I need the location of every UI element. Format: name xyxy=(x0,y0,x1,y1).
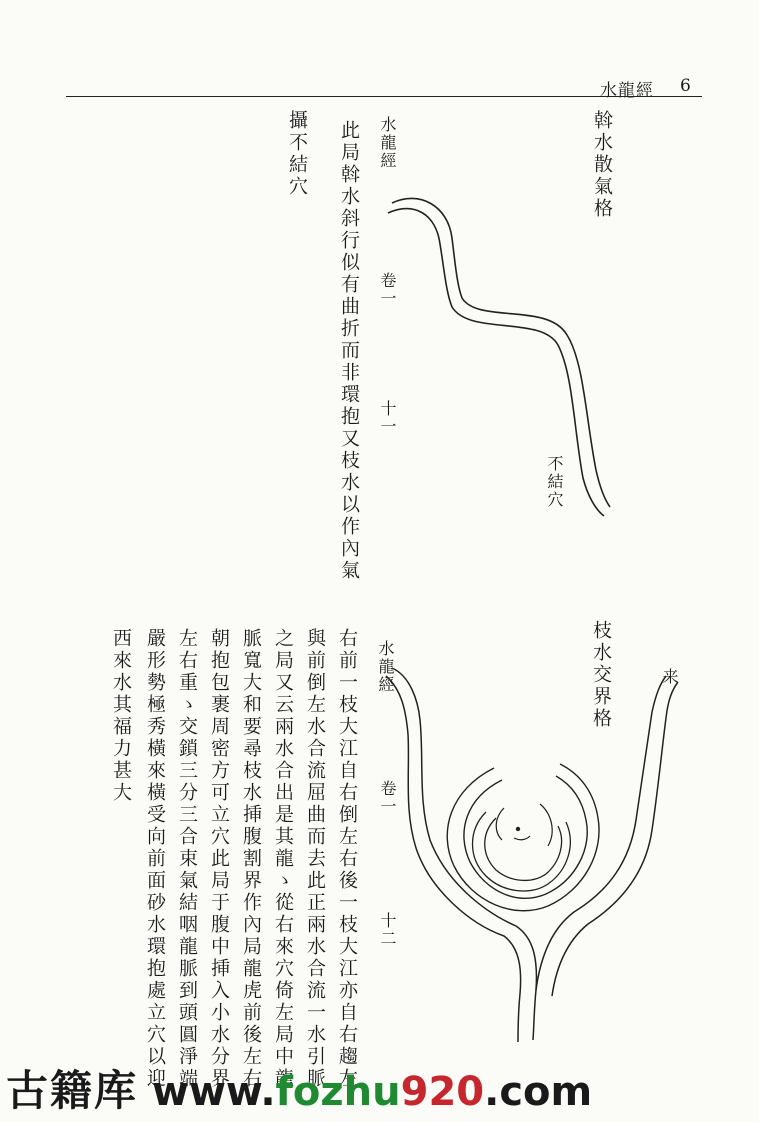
lower-side-label: 水龍經 xyxy=(376,640,395,694)
lower-text-col-5: 朝抱包裹周密方可立穴此局于腹中挿入小水分界 xyxy=(208,628,230,1090)
site-url-suffix[interactable]: .com xyxy=(484,1069,593,1115)
upper-side-label: 水龍經 xyxy=(378,116,397,170)
site-name: 古籍库 xyxy=(6,1066,139,1115)
upper-annotation: 不結穴 xyxy=(545,455,564,509)
upper-text-col-1: 此局斡水斜行似有曲折而非環抱又枝水以作內氣 xyxy=(338,120,360,582)
lower-text-col-7: 嚴形勢極秀橫來橫受向前面砂水環抱處立穴以迎 xyxy=(144,628,166,1090)
lower-text-col-6: 左右重ゝ交鎖三分三合束氣結咽龍脈到頭圓淨端 xyxy=(176,628,198,1090)
lower-text-col-3: 之局又云兩水合出是其龍ゝ從右來穴倚左局中龍 xyxy=(272,628,294,1090)
site-url-prefix[interactable]: www. xyxy=(152,1069,276,1115)
lower-text-col-4: 脈寬大和要尋枝水挿腹割界作內局龍虎前後左右 xyxy=(240,628,262,1090)
lower-text-col-1: 右前一枝大江自右倒左右後一枝大江亦自右趨左 xyxy=(336,628,358,1090)
watermark-footer xyxy=(6,1058,593,1115)
lower-text-col-8: 西來水其福力甚大 xyxy=(110,628,132,804)
site-url-red[interactable]: 920 xyxy=(400,1069,485,1115)
lower-text-col-2: 與前倒左水合流屈曲而去此正兩水合流一水引脈 xyxy=(304,628,326,1090)
upper-folio-label: 十一 xyxy=(378,400,397,436)
upper-text-col-2: 攝不結穴 xyxy=(286,110,308,198)
lower-folio-label: 十二 xyxy=(378,912,397,948)
upper-diagram-caption: 斡水散氣格 xyxy=(591,110,613,220)
header-title: 水龍經 xyxy=(600,81,654,101)
site-url-green[interactable]: fozhu xyxy=(275,1069,401,1115)
lower-volume-label: 卷一 xyxy=(378,780,397,816)
page-number: 6 xyxy=(680,76,691,96)
upper-volume-label: 卷一 xyxy=(378,272,397,308)
lower-annotation: 来 xyxy=(660,668,679,686)
lower-diagram-caption: 枝水交界格 xyxy=(590,620,612,730)
